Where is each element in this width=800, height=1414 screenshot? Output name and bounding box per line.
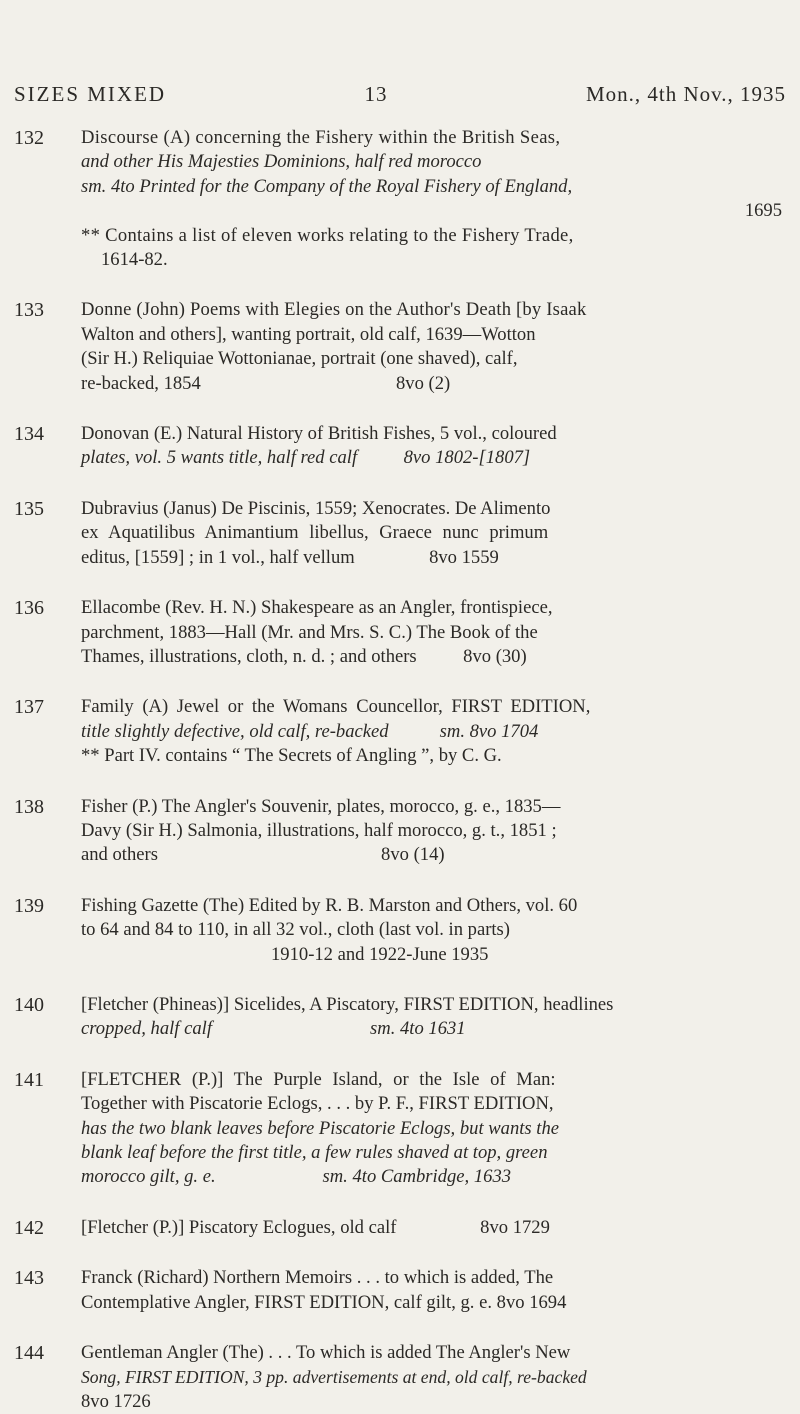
lot-line: parchment, 1883—Hall (Mr. and Mrs. S. C.) The Book of the — [81, 621, 538, 643]
lot-line: Discourse (A) concerning the Fishery within the British Seas, — [81, 127, 561, 148]
lot-line: Donovan (E.) Natural History of British Fishes, 5 vol., coloured — [81, 423, 557, 445]
lot-line: Donne (John) Poems with Elegies on the Author's Death [by Isaak — [81, 299, 587, 321]
header-left: SIZES MIXED — [14, 82, 167, 106]
sale-date: Mon., 4th Nov., 1935 — [585, 82, 786, 106]
lot-entry — [14, 596, 790, 669]
lot-line: 1695 — [744, 200, 782, 222]
lot-line: Together with Piscatorie Eclogs, . . . by P. F., FIRST EDITION, — [81, 1093, 554, 1115]
lot-number: 142 — [14, 1216, 44, 1239]
lot-line: [FLETCHER (P.)] The Purple Island, or the Isle of Man: — [81, 1068, 556, 1090]
lot-line: re-backed, 1854 8vo (2) — [81, 372, 451, 394]
lot-number: 144 — [14, 1342, 44, 1365]
lot-line: [Fletcher (Phineas)] Sicelides, A Piscatory, FIRST EDITION, headlines — [81, 993, 614, 1015]
lot-line: Gentleman Angler (The) . . . To which is added The Angler's New — [81, 1342, 571, 1364]
lot-entry — [14, 126, 790, 272]
lot-line: editus, [1559] ; in 1 vol., half vellum 8vo 1559 — [81, 546, 499, 568]
lot-line: Franck (Richard) Northern Memoirs . . . to which is added, The — [81, 1267, 554, 1289]
lot-entry — [14, 497, 790, 570]
lot-line: has the two blank leaves before Piscatorie Eclogs, but wants the — [81, 1117, 560, 1139]
page-number: 13 — [364, 82, 388, 106]
lot-line: morocco gilt, g. e. sm. 4to Cambridge, 1633 — [81, 1166, 512, 1188]
lot-line: plates, vol. 5 wants title, half red calf 8vo 1802-[1807] — [81, 447, 531, 469]
lot-entry — [14, 695, 790, 768]
lot-line: 8vo 1726 — [81, 1390, 151, 1412]
lot-line: and other His Majesties Dominions, half red morocco — [81, 151, 482, 173]
lot-line: sm. 4to Printed for the Company of the Royal Fishery of England, — [81, 175, 573, 197]
lot-entry — [14, 422, 790, 471]
lot-line: Dubravius (Janus) De Piscinis, 1559; Xenocrates. De Alimento — [81, 497, 551, 519]
lot-line: Fisher (P.) The Angler's Souvenir, plates, morocco, g. e., 1835— — [81, 795, 561, 817]
lot-note: ** Part IV. contains “ The Secrets of Angling ”, by C. G. — [81, 745, 502, 767]
lot-entry — [14, 1266, 790, 1315]
lot-line: Ellacombe (Rev. H. N.) Shakespeare as an Angler, frontispiece, — [81, 597, 553, 619]
lot-line: to 64 and 84 to 110, in all 32 vol., cloth (last vol. in parts) — [81, 919, 510, 941]
lot-number: 132 — [14, 127, 44, 149]
lot-number: 141 — [14, 1068, 44, 1091]
lot-number: 133 — [14, 299, 44, 322]
page-header — [14, 82, 786, 107]
lot-line: Fishing Gazette (The) Edited by R. B. Marston and Others, vol. 60 — [81, 894, 578, 916]
lot-entry — [14, 1068, 790, 1190]
lot-line: Walton and others], wanting portrait, old calf, 1639—Wotton — [81, 323, 536, 345]
lot-list — [14, 126, 790, 1414]
lot-number: 134 — [14, 423, 44, 446]
lot-line: blank leaf before the first title, a few rules shaved at top, green — [81, 1142, 548, 1163]
lot-line: Family (A) Jewel or the Womans Councellor, FIRST EDITION, — [81, 696, 591, 718]
lot-line: [Fletcher (P.)] Piscatory Eclogues, old calf 8vo 1729 — [81, 1216, 550, 1238]
lot-line: title slightly defective, old calf, re-backed sm. 8vo 1704 — [81, 720, 539, 742]
lot-entry — [14, 298, 790, 396]
lot-note: ** Contains a list of eleven works relating to the Fishery Trade, — [81, 224, 574, 246]
lot-line: (Sir H.) Reliquiae Wottonianae, portrait (one shaved), calf, — [81, 348, 518, 370]
lot-entry — [14, 795, 790, 868]
lot-entry — [14, 894, 790, 967]
lot-line: Davy (Sir H.) Salmonia, illustrations, half morocco, g. t., 1851 ; — [81, 819, 557, 841]
lot-line: Thames, illustrations, cloth, n. d. ; and others 8vo (30) — [81, 645, 527, 667]
lot-line: 1614-82. — [101, 249, 168, 271]
lot-number: 137 — [14, 696, 44, 719]
lot-line: 1910-12 and 1922-June 1935 — [271, 943, 489, 965]
lot-number: 143 — [14, 1267, 44, 1290]
lot-number: 140 — [14, 993, 44, 1016]
lot-line: Contemplative Angler, FIRST EDITION, calf gilt, g. e. 8vo 1694 — [81, 1291, 567, 1313]
lot-entry — [14, 1216, 790, 1240]
lot-number: 136 — [14, 597, 44, 620]
lot-number: 135 — [14, 497, 44, 520]
lot-line: cropped, half calf sm. 4to 1631 — [81, 1018, 466, 1040]
lot-entry — [14, 993, 790, 1042]
lot-line: Song, FIRST EDITION, 3 pp. advertisements at end, old calf, re-backed — [81, 1367, 587, 1388]
lot-number: 138 — [14, 795, 44, 818]
lot-line: ex Aquatilibus Animantium libellus, Graece nunc primum — [81, 522, 549, 544]
lot-number: 139 — [14, 894, 44, 917]
lot-line: and others 8vo (14) — [81, 844, 445, 866]
